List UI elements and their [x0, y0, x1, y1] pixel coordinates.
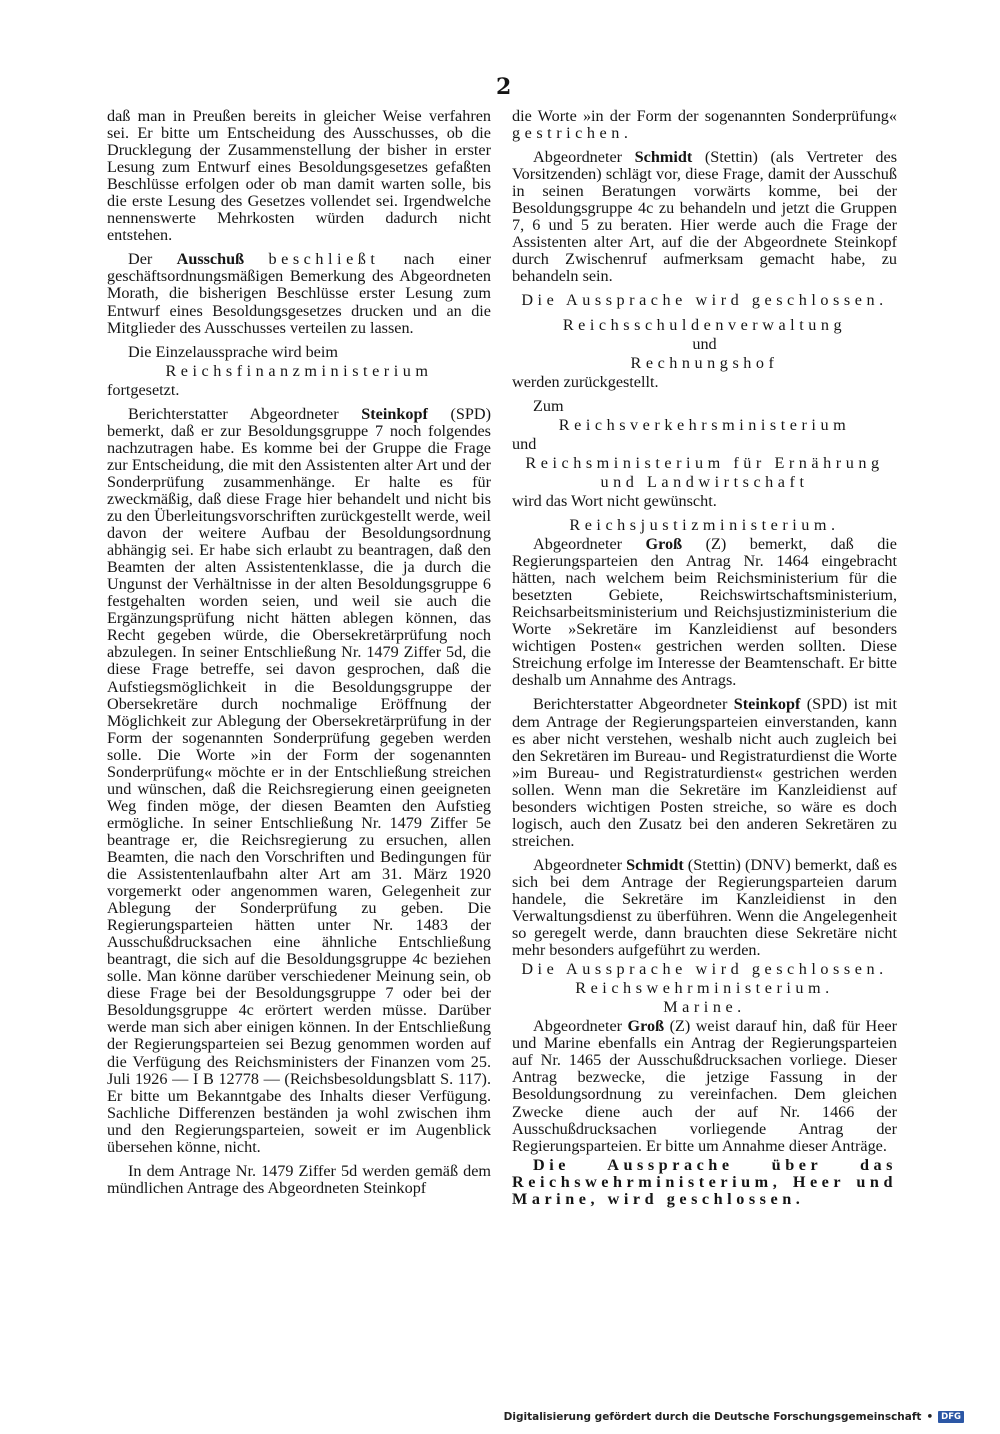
text: (SPD) ist mit dem Antrage der Regierungsparteien einverstanden, kann es aber nicht verstehen, weshalb nicht auch zugleich bei den Sekretären im Bureau- und Registraturdienst die Worte »im Bureau- und Registraturdienst« gestrichen werden sollen. Wenn man die Sekretäre im Kanzleidienst auf besonders wichtigen Posten streiche, so wäre es doch logisch, auch den Zusatz bei den anderen Sekretären zu streichen. [512, 695, 898, 850]
paragraph-right-5 [512, 857, 897, 959]
paragraph-right-2 [512, 149, 897, 285]
text: (Z) bemerkt, daß die Regierungsparteien den Antrag Nr. 1464 eingebracht hätten, nach welchem beim Reichsministerium für die besetzten Gebiete, Reichswirtschaftsministerium, Reichsarbeitsministerium und Reichsjustizministerium die Worte »Sekretäre im Kanzleidienst auf besonders wichtigen Posten« gestrichen werden sollten. Diese Streichung erfolge im Interesse der Beamtenschaft. Er bitte deshalb um Annahme des Antrags. [512, 535, 897, 690]
spaced-text: gestrichen. [512, 124, 633, 143]
text: Abgeordneter [533, 855, 627, 874]
conjunction-und: und [512, 434, 537, 453]
text: (Stettin) (als Vertreter des Vorsitzenden) schlägt vor, diese Frage, damit der Ausschuß in seinen Beratungen vorwärts komme, bei der Besoldungsgruppe 4c zu behandeln und jetzt die Gruppen 7, 6 und 5 zu beraten. Hier werde auch die Frage der Assistenten alter Art, auf die der Abgeordnete Steinkopf durch Zwischenruf aufmerksam gemacht habe, zu behandeln sein. [512, 148, 897, 286]
section-heading-rechnungshof: Rechnungshof [630, 353, 779, 372]
closing-note-2: Die Aussprache wird geschlossen. [521, 960, 888, 979]
text: Der [128, 250, 177, 269]
text: (Stettin) (DNV) bemerkt, daß es sich bei dem Antrage der Regierungsparteien darum handele, die Sekretäre im Kanzleidienst in den Verwaltungsdienst zu überführen. Wenn die Angelegenheit so geregelt werde, dann brauchten diese Sekretäre nicht mehr besonders aufgeführt zu werden. [512, 855, 898, 960]
left-column [107, 108, 491, 1204]
text: Abgeordneter [533, 535, 646, 554]
section-heading-marine: Marine. [663, 998, 746, 1017]
spaced-text: beschließt [268, 250, 380, 269]
no-word-note: wird das Wort nicht gewünscht. [512, 491, 717, 510]
paragraph-left-3: Die Einzelaussprache wird beim [128, 342, 338, 361]
text: Abgeordneter [533, 148, 635, 167]
paragraph-left-1: daß man in Preußen bereits in gleicher Weise verfahren sei. Er bitte um Entscheidung des Ausschusses, ob die Drucklegung der Zusammenstellung der bisher in erster Lesung zum Entwurf eines Besoldungsgesetzes gefaßten Beschlüsse erfolgen oder ob man damit warten solle, bis die erste Lesung des Gesetzes vollendet sei. Irgendwelche nennenswerte Mehrkosten würden dadurch nicht entstehen. [107, 107, 491, 245]
closing-note-1: Die Aussprache wird geschlossen. [521, 291, 888, 310]
text: nach einer geschäftsordnungsmäßigen Bemerkung des Abgeordneten Morath, die bisherigen Beschlüsse erster Lesung zum Entwurf eines Besoldungsgesetzes drucken und an die Mitglieder des Ausschusses verteilen zu lassen. [107, 250, 492, 337]
paragraph-left-5 [107, 406, 491, 1156]
speaker-name: Steinkopf [733, 695, 801, 714]
deferred-note: werden zurückgestellt. [512, 372, 659, 391]
page-number: 2 [496, 74, 512, 100]
section-heading-reichsjustizministerium: Reichsjustizministerium. [569, 515, 840, 534]
paragraph-left-4: fortgesetzt. [107, 380, 180, 399]
paragraph-right-3 [512, 536, 897, 689]
dfg-logo: DFG [938, 1411, 964, 1423]
speaker-name: Groß [645, 535, 683, 554]
section-heading-reichswehrministerium: Reichswehrministerium. [575, 979, 834, 998]
section-heading-landwirtschaft: und Landwirtschaft [600, 472, 809, 491]
text: Berichterstatter Abgeordneter [128, 404, 362, 423]
text: (Z) weist darauf hin, daß für Heer und Marine ebenfalls ein Antrag der Regierungsparteien auf Nr. 1465 der Ausschußdrucksachen vorliege. Dieser Antrag bezwecke, die jetzige Fassung in der Besoldungsordnung zu vereinfachen. Dem gleichen Zwecke diene auch der auf Nr. 1466 der Ausschußdrucksachen vorliegende Antrag der Regierungsparteien. Er bitte um Annahme dieser Anträge. [512, 1017, 897, 1155]
section-heading-reichsfinanzministerium: Reichsfinanzministerium [165, 361, 433, 380]
footer-text: Digitalisierung gefördert durch die Deutsche Forschungsgemeinschaft [503, 1411, 922, 1423]
paragraph-left-6: In dem Antrage Nr. 1479 Ziffer 5d werden gemäß dem mündlichen Antrage des Abgeordneten Steinkopf [107, 1161, 491, 1197]
zum-label: Zum [533, 396, 564, 415]
conjunction-und: und [692, 334, 717, 353]
right-column [512, 108, 897, 1215]
section-heading-reichsschuldenverwaltung: Reichsschuldenverwaltung [562, 315, 847, 334]
paragraph-right-1 [512, 108, 897, 142]
paragraph-left-2 [107, 251, 491, 336]
section-heading-ernaehrung: Reichsministerium für Ernährung [525, 453, 884, 472]
footer [504, 1411, 964, 1423]
paragraph-right-4 [512, 696, 897, 849]
speaker-name: Ausschuß [176, 250, 245, 269]
section-heading-reichsverkehrsministerium: Reichsverkehrsministerium [558, 415, 851, 434]
text: Abgeordneter [533, 1017, 628, 1036]
speaker-name: Steinkopf [361, 404, 428, 423]
text: die Worte »in der Form der sogenannten Sonderprüfung« [512, 107, 897, 125]
speaker-name: Schmidt [634, 148, 693, 167]
text: Berichterstatter Abgeordneter [533, 695, 734, 714]
paragraph-right-6 [512, 1018, 897, 1154]
footer-separator: • [926, 1411, 934, 1423]
closing-note-3: Die Aussprache über das Reichswehrministerium, Heer und Marine, wird geschlossen. [512, 1155, 897, 1208]
speaker-name: Schmidt [626, 855, 684, 874]
text: (SPD) bemerkt, daß er zur Besoldungsgruppe 7 noch folgendes nachzutragen habe. Es komme bei der Gruppe die Frage zur Entscheidung, die mit den Assistenten alter Art und der Sonderprüfung zusammenhänge. Er halte es für zweckmäßig, daß diese Frage hier behandelt und nicht bis zu den Überleitungsvorschriften zurückgestellt werde, weil davon der weitere Aufbau der Besoldungsordnung abhängig sei. Er habe sich erlaubt zu beantragen, daß den Beamten der alten Assistentenklasse, die ja durch die Ungunst der Verhältnisse in der alten Besoldungsgruppe 6 festgehalten worden seien, und weil sie auch die Ergänzungsprüfung nicht hätten ablegen können, das Recht gegeben würde, die Obersekretärprüfung noch abzulegen. In seiner Entschließung Nr. 1479 Ziffer 5d, die diese Frage betreffe, sei davon gesprochen, daß die Aufstiegsmöglichkeit in die Besoldungsgruppe der Obersekretäre durch nochmalige Eröffnung der Möglichkeit zur Ablegung der Obersekretärprüfung in der Form der sogenannten Sonderprüfung gegeben werden solle. Die Worte »in der Form der sogenannten Sonderprüfung« möchte er in der Entschließung streichen und wünschen, daß die Reichsregierung einen geeigneten Weg finden möge, der diesen Beamten den Aufstieg ermögliche. In seiner Entschließung Nr. 1479 Ziffer 5e beantrage er, die Reichsregierung zu ersuchen, allen Beamten, die nach den Vorschriften und Bedingungen für die Assistentenlaufbahn alter Art am 31. März 1920 vorgemerkt oder angenommen waren, Gelegenheit zur Ablegung der Sonderprüfung zu geben. Die Regierungsparteien hätten unter Nr. 1483 der Ausschußdrucksachen eine ähnliche Entschließung beantragt, die sich auf die Besoldungsgruppe 4c beziehen solle. Man könne darüber verschiedener Meinung sein, ob diese Frage bei der Besoldungsgruppe 7 oder bei der Besoldungsgruppe 4c erörtert werden müsse. Darüber werde man sich aber einigen können. In der Entschließung der Regierungsparteien sei Bezug genommen worden auf die Verfügung des Reichsministers der Finanzen vom 25. Juli 1926 — I B 12778 — (Reichsbesoldungsblatt S. 117). Er bitte um Bekanntgabe des Inhalts dieser Verfügung. Sachliche Differenzen beständen ja wohl zwischen ihm und den Regierungsparteien, soweit er im Augenblick übersehen könne, nicht. [107, 404, 491, 1156]
speaker-name: Groß [627, 1017, 665, 1036]
